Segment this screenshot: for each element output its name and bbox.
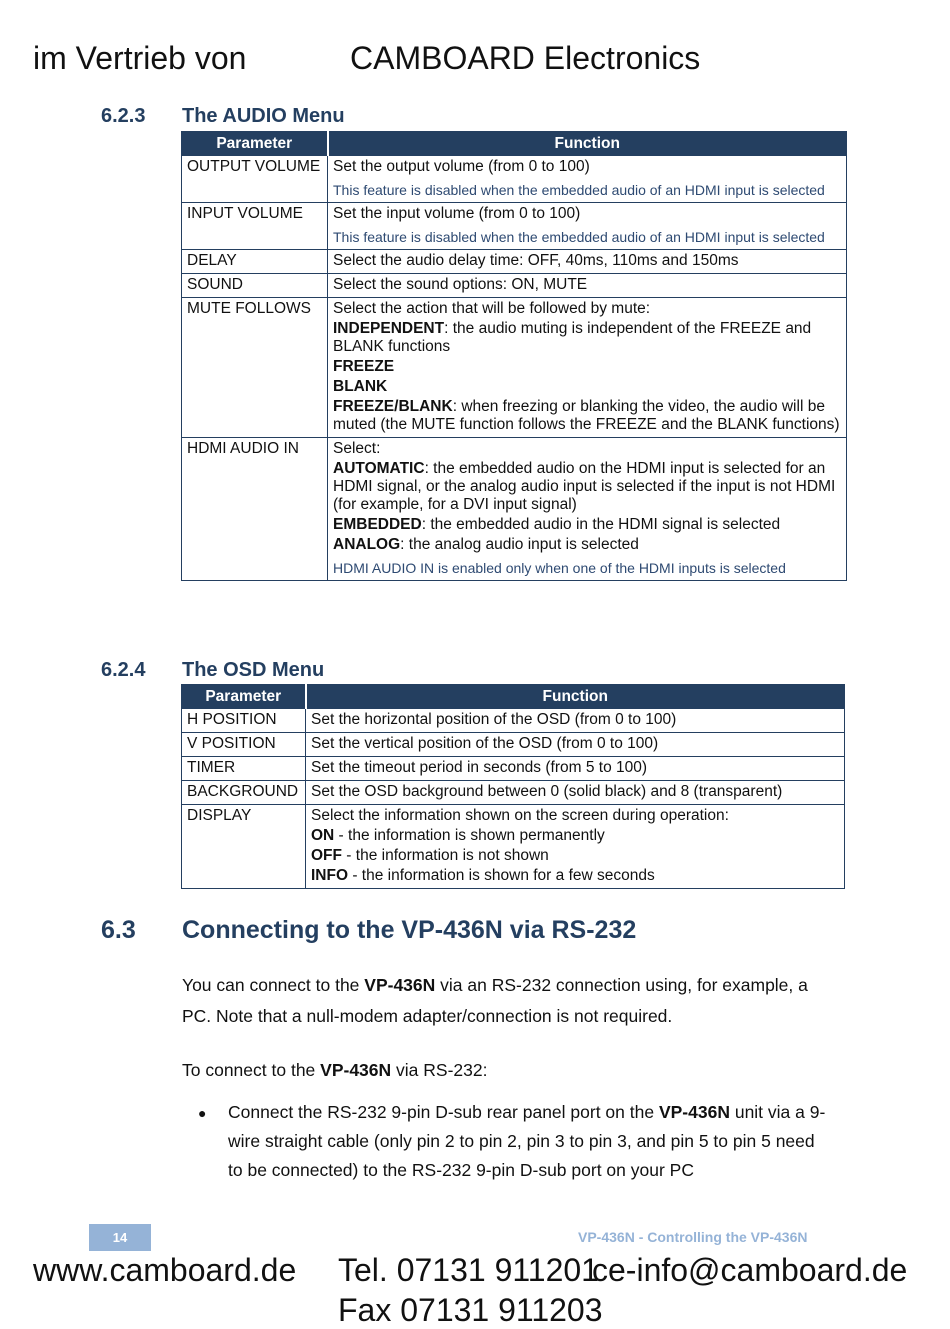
option-line — [311, 867, 839, 885]
option-name: FREEZE/BLANK — [333, 398, 453, 415]
rs232-intro-paragraph — [182, 970, 832, 1032]
bullet-icon: ● — [198, 1105, 207, 1121]
col-parameter: Parameter — [182, 132, 328, 156]
function-cell — [328, 298, 847, 438]
contact-fax: Fax 07131 911203 — [338, 1292, 603, 1328]
para-text: Connect the RS-232 9-pin D-sub rear panel port on the — [228, 1102, 659, 1122]
rs232-section-title: Connecting to the VP-436N via RS-232 — [182, 916, 637, 944]
table-row — [182, 438, 847, 581]
option-line — [333, 358, 841, 376]
product-name: VP-436N — [320, 1060, 392, 1080]
function-cell: Select the sound options: ON, MUTE — [328, 274, 847, 298]
function-note: This feature is disabled when the embedded audio of an HDMI input is selected — [333, 182, 825, 198]
function-cell: Set the horizontal position of the OSD (from 0 to 100) — [306, 709, 845, 733]
table-header-row — [182, 132, 847, 156]
function-cell: Set the vertical position of the OSD (from 0 to 100) — [306, 733, 845, 757]
param-cell: H POSITION — [182, 709, 306, 733]
function-cell — [328, 203, 847, 250]
param-cell: DELAY — [182, 250, 328, 274]
audio-section-number: 6.2.3 — [101, 105, 146, 127]
header-left: im Vertrieb von — [33, 40, 247, 76]
table-row — [182, 298, 847, 438]
option-name: BLANK — [333, 378, 388, 395]
param-cell: SOUND — [182, 274, 328, 298]
table-row — [182, 156, 847, 203]
option-name: FREEZE — [333, 358, 395, 375]
option-desc: : the analog audio input is selected — [400, 536, 639, 553]
option-line — [311, 827, 839, 845]
rs232-bullet-item — [228, 1098, 828, 1185]
audio-section-title: The AUDIO Menu — [182, 105, 345, 127]
param-cell: DISPLAY — [182, 805, 306, 889]
col-function: Function — [328, 132, 847, 156]
function-note: HDMI AUDIO IN is enabled only when one of the HDMI inputs is selected — [333, 560, 786, 576]
option-desc: - the information is shown for a few seconds — [348, 867, 655, 884]
page-number-badge: 14 — [89, 1224, 151, 1251]
osd-section-number: 6.2.4 — [101, 659, 146, 681]
contact-website: www.camboard.de — [33, 1252, 297, 1288]
option-line — [333, 320, 841, 356]
table-row — [182, 203, 847, 250]
param-cell: MUTE FOLLOWS — [182, 298, 328, 438]
function-cell — [328, 438, 847, 581]
function-cell — [328, 156, 847, 203]
option-name: INFO — [311, 867, 349, 884]
col-function: Function — [306, 685, 845, 709]
option-line — [333, 378, 841, 396]
function-intro: Select the information shown on the screen during operation: — [311, 807, 729, 824]
table-header-row — [182, 685, 845, 709]
rs232-steps-intro — [182, 1055, 832, 1086]
footer-chapter-title: VP-436N - Controlling the VP-436N — [578, 1229, 808, 1245]
param-cell: TIMER — [182, 757, 306, 781]
audio-menu-table — [181, 131, 847, 581]
table-row — [182, 781, 845, 805]
header-right: CAMBOARD Electronics — [350, 40, 701, 76]
table-row — [182, 733, 845, 757]
param-cell: HDMI AUDIO IN — [182, 438, 328, 581]
option-line — [333, 398, 841, 434]
option-desc: - the information is not shown — [342, 847, 549, 864]
contact-email: ce-info@camboard.de — [592, 1252, 908, 1288]
param-cell: INPUT VOLUME — [182, 203, 328, 250]
function-text: Set the input volume (from 0 to 100) — [333, 205, 581, 222]
option-desc: : when freezing or blanking the video, the audio will be muted (the MUTE function follows the FREEZE and the BLANK functions) — [333, 398, 840, 433]
para-text: unit via a 9-wire straight cable (only pin 2 to pin 2, pin 3 to pin 3, and pin 5 to pin 5 need to be connected) to the RS-232 9-pin D-sub port on your PC — [228, 1102, 826, 1180]
function-intro: Select: — [333, 440, 381, 457]
osd-section-title: The OSD Menu — [182, 659, 325, 681]
option-name: ON — [311, 827, 335, 844]
para-text: To connect to the — [182, 1060, 321, 1080]
option-name: ANALOG — [333, 536, 401, 553]
table-row — [182, 709, 845, 733]
function-cell: Set the timeout period in seconds (from 5 to 100) — [306, 757, 845, 781]
para-text: You can connect to the — [182, 975, 365, 995]
option-desc: - the information is shown permanently — [334, 827, 605, 844]
function-text: Set the output volume (from 0 to 100) — [333, 158, 590, 175]
option-name: INDEPENDENT — [333, 320, 445, 337]
product-name: VP-436N — [658, 1102, 730, 1122]
option-desc: : the embedded audio on the HDMI input is selected for an HDMI signal, or the analog audio input is selected if the input is not HDMI (for example, for a DVI input signal) — [333, 460, 836, 513]
option-desc: : the audio muting is independent of the FREEZE and BLANK functions — [333, 320, 812, 355]
option-desc: : the embedded audio in the HDMI signal is selected — [421, 516, 781, 533]
param-cell: V POSITION — [182, 733, 306, 757]
table-row — [182, 805, 845, 889]
function-cell — [306, 805, 845, 889]
option-line — [333, 536, 841, 554]
option-line — [333, 460, 841, 514]
table-row — [182, 757, 845, 781]
table-row — [182, 274, 847, 298]
option-name: EMBEDDED — [333, 516, 422, 533]
option-name: OFF — [311, 847, 342, 864]
option-name: AUTOMATIC — [333, 460, 425, 477]
function-cell: Select the audio delay time: OFF, 40ms, 110ms and 150ms — [328, 250, 847, 274]
rs232-section-number: 6.3 — [101, 916, 136, 944]
param-cell: OUTPUT VOLUME — [182, 156, 328, 203]
option-line — [311, 847, 839, 865]
function-note: This feature is disabled when the embedded audio of an HDMI input is selected — [333, 229, 825, 245]
col-parameter: Parameter — [182, 685, 306, 709]
para-text: via an RS-232 connection using, for example, a PC. Note that a null-modem adapter/connection is not required. — [182, 975, 808, 1026]
para-text: via RS-232: — [391, 1060, 488, 1080]
contact-tel: Tel. 07131 911201 — [338, 1252, 599, 1288]
osd-menu-table — [181, 684, 845, 889]
table-row — [182, 250, 847, 274]
option-line — [333, 516, 841, 534]
param-cell: BACKGROUND — [182, 781, 306, 805]
product-name: VP-436N — [364, 975, 436, 995]
function-intro: Select the action that will be followed by mute: — [333, 300, 651, 317]
function-cell: Set the OSD background between 0 (solid black) and 8 (transparent) — [306, 781, 845, 805]
